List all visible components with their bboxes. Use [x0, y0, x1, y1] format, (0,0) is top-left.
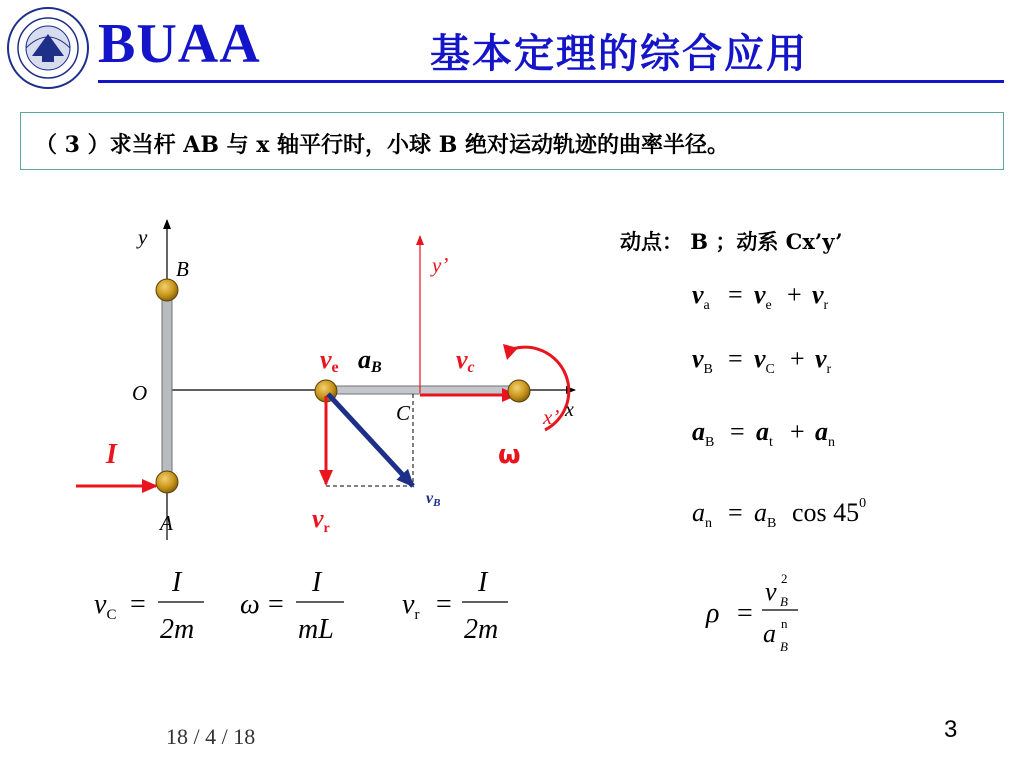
svg-text:I: I: [478, 567, 488, 598]
svg-text:=: =: [728, 498, 743, 527]
label-ve: ve: [320, 345, 339, 376]
ball-right: [508, 380, 530, 402]
svg-text:v: v: [765, 577, 777, 606]
omega-arrowhead: [503, 344, 518, 360]
label-impulse: I: [106, 439, 117, 470]
label-a: A: [160, 511, 173, 535]
svg-text:va: $v_a$: [692, 280, 710, 313]
footer-date: 18 / 4 / 18: [166, 724, 256, 749]
svg-text:+: +: [787, 280, 802, 309]
svg-text:=: =: [268, 589, 284, 620]
svg-text:mL: mL: [298, 614, 334, 645]
label-ab: aB: [358, 345, 382, 376]
equation-omega: [240, 567, 344, 645]
svg-text:n: n: [781, 616, 788, 631]
page-number: 3: [944, 716, 958, 743]
equation-vc: [94, 567, 204, 645]
equation-vb: [692, 344, 832, 377]
svg-text:at: $a_t$: [756, 417, 773, 450]
label-o: O: [132, 381, 148, 405]
svg-text:aB: $a_B$: [754, 498, 777, 531]
svg-text:vr: $v_r$: [812, 280, 829, 313]
svg-text:ρ: ρ: [706, 598, 720, 629]
svg-text:vB: $v_B$: [692, 344, 713, 377]
label-x: x: [565, 399, 574, 421]
svg-text:a: a: [763, 619, 776, 648]
rod-ab: [162, 290, 172, 482]
svg-text:2: 2: [781, 571, 788, 586]
equation-vr: [402, 567, 508, 645]
svg-text:=: =: [737, 598, 753, 629]
label-vr: vr: [312, 504, 330, 536]
svg-text:B: B: [780, 639, 788, 654]
svg-text:=: =: [130, 589, 146, 620]
svg-text:+: +: [790, 417, 805, 446]
label-c: C: [396, 401, 411, 425]
label-vb: vB: [426, 490, 441, 509]
equation-ab: [692, 417, 835, 450]
svg-text:=: =: [436, 589, 452, 620]
svg-text:B: B: [780, 594, 788, 609]
svg-text:2m: 2m: [160, 614, 195, 645]
svg-text:=: =: [728, 344, 743, 373]
svg-text:ω: ω: [240, 589, 260, 620]
moving-point-frame: 动点： B ；动系 Cx’y’: [620, 229, 843, 254]
label-y-prime: y’: [432, 253, 449, 277]
brand-name: BUAA: [98, 13, 261, 75]
ball-a: [156, 471, 178, 493]
svg-text:2m: 2m: [464, 614, 499, 645]
equation-an: [692, 496, 866, 531]
svg-text:aB: $a_B$: [692, 417, 715, 450]
svg-text:+: +: [790, 344, 805, 373]
label-x-prime: x’: [543, 405, 560, 429]
question-text: （ 3 ）求当杆 AB 与 x 轴平行时，小球 B 绝对运动轨迹的曲率半径。: [35, 132, 729, 158]
svg-text:I: I: [172, 567, 182, 598]
svg-text:cos 450: $\cos 45^0$: [792, 496, 867, 527]
svg-text:I: I: [312, 567, 322, 598]
svg-text:ve: $v_e$: [754, 280, 772, 313]
label-omega: ω: [498, 440, 521, 470]
ball-b: [156, 279, 178, 301]
svg-text:an: $a_n$: [692, 498, 712, 531]
svg-text:=: =: [730, 417, 745, 446]
svg-text:vr: $v_r$: [402, 589, 420, 623]
equation-va: [692, 280, 829, 313]
svg-text:=: =: [728, 280, 743, 309]
svg-text:vC: $v_C$: [754, 344, 775, 377]
slide-title: 基本定理的综合应用: [430, 31, 808, 77]
rod-horizontal: [326, 386, 520, 394]
equation-rho: [705, 571, 798, 654]
label-vc: vc: [456, 345, 475, 376]
label-y: y: [138, 225, 148, 249]
svg-text:vr: $v_r$: [815, 344, 832, 377]
label-b: B: [176, 257, 189, 281]
svg-text:vC: $v_C$: [94, 589, 117, 623]
svg-text:an: $a_n$: [815, 417, 835, 450]
